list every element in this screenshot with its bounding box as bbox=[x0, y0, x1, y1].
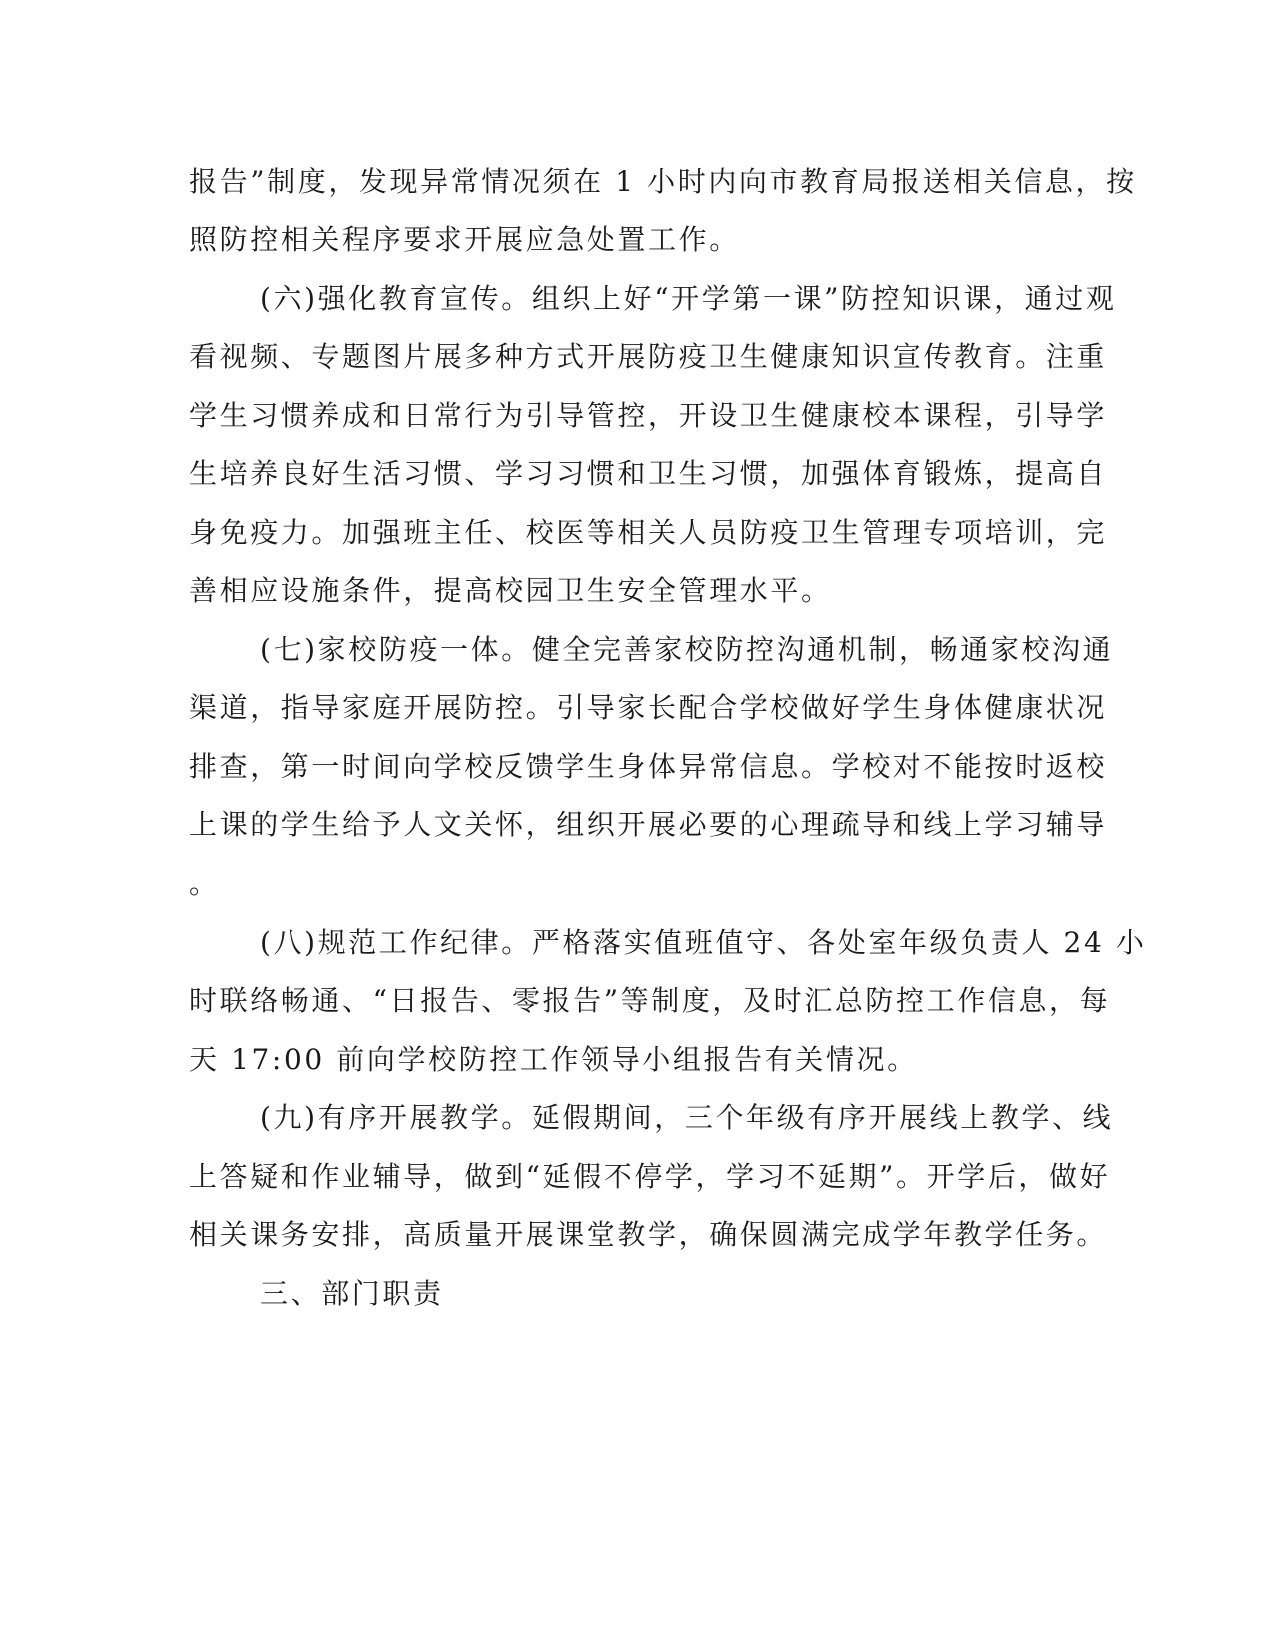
text-line: 身免疫力。加强班主任、校医等相关人员防疫卫生管理专项培训，完 bbox=[189, 516, 1108, 549]
text-line: 报告”制度，发现异常情况须在 1 小时内向市教育局报送相关信息，按 bbox=[189, 165, 1137, 198]
paragraph-heading-6: (六)强化教育宣传。组织上好“开学第一课”防控知识课，通过观 bbox=[260, 282, 1117, 315]
text-line: 看视频、专题图片展多种方式开展防疫卫生健康知识宣传教育。注重 bbox=[189, 340, 1108, 373]
text-line: 学生习惯养成和日常行为引导管控，开设卫生健康校本课程，引导学 bbox=[189, 399, 1108, 432]
paragraph-heading-7: (七)家校防疫一体。健全完善家校防控沟通机制，畅通家校沟通 bbox=[260, 633, 1114, 666]
text-line: 排查，第一时间向学校反馈学生身体异常信息。学校对不能按时返校 bbox=[189, 750, 1108, 783]
section-heading: 三、部门职责 bbox=[260, 1277, 444, 1310]
text-line: 生培养良好生活习惯、学习习惯和卫生习惯，加强体育锻炼，提高自 bbox=[189, 457, 1108, 490]
text-line: 上课的学生给予人文关怀，组织开展必要的心理疏导和线上学习辅导 bbox=[189, 808, 1108, 841]
text-line: 相关课务安排，高质量开展课堂教学，确保圆满完成学年教学任务。 bbox=[189, 1218, 1108, 1251]
text-line: 。 bbox=[189, 867, 220, 900]
text-line: 渠道，指导家庭开展防控。引导家长配合学校做好学生身体健康状况 bbox=[189, 691, 1108, 724]
text-line: 善相应设施条件，提高校园卫生安全管理水平。 bbox=[189, 574, 832, 607]
text-line: 天 17:00 前向学校防控工作领导小组报告有关情况。 bbox=[189, 1043, 918, 1076]
text-line: 照防控相关程序要求开展应急处置工作。 bbox=[189, 223, 740, 256]
text-line: 时联络畅通、“日报告、零报告”等制度，及时汇总防控工作信息，每 bbox=[189, 984, 1111, 1017]
paragraph-heading-8: (八)规范工作纪律。严格落实值班值守、各处室年级负责人 24 小 bbox=[260, 926, 1147, 959]
text-line: 上答疑和作业辅导，做到“延假不停学，学习不延期”。开学后，做好 bbox=[189, 1160, 1111, 1193]
paragraph-heading-9: (九)有序开展教学。延假期间，三个年级有序开展线上教学、线 bbox=[260, 1101, 1114, 1134]
